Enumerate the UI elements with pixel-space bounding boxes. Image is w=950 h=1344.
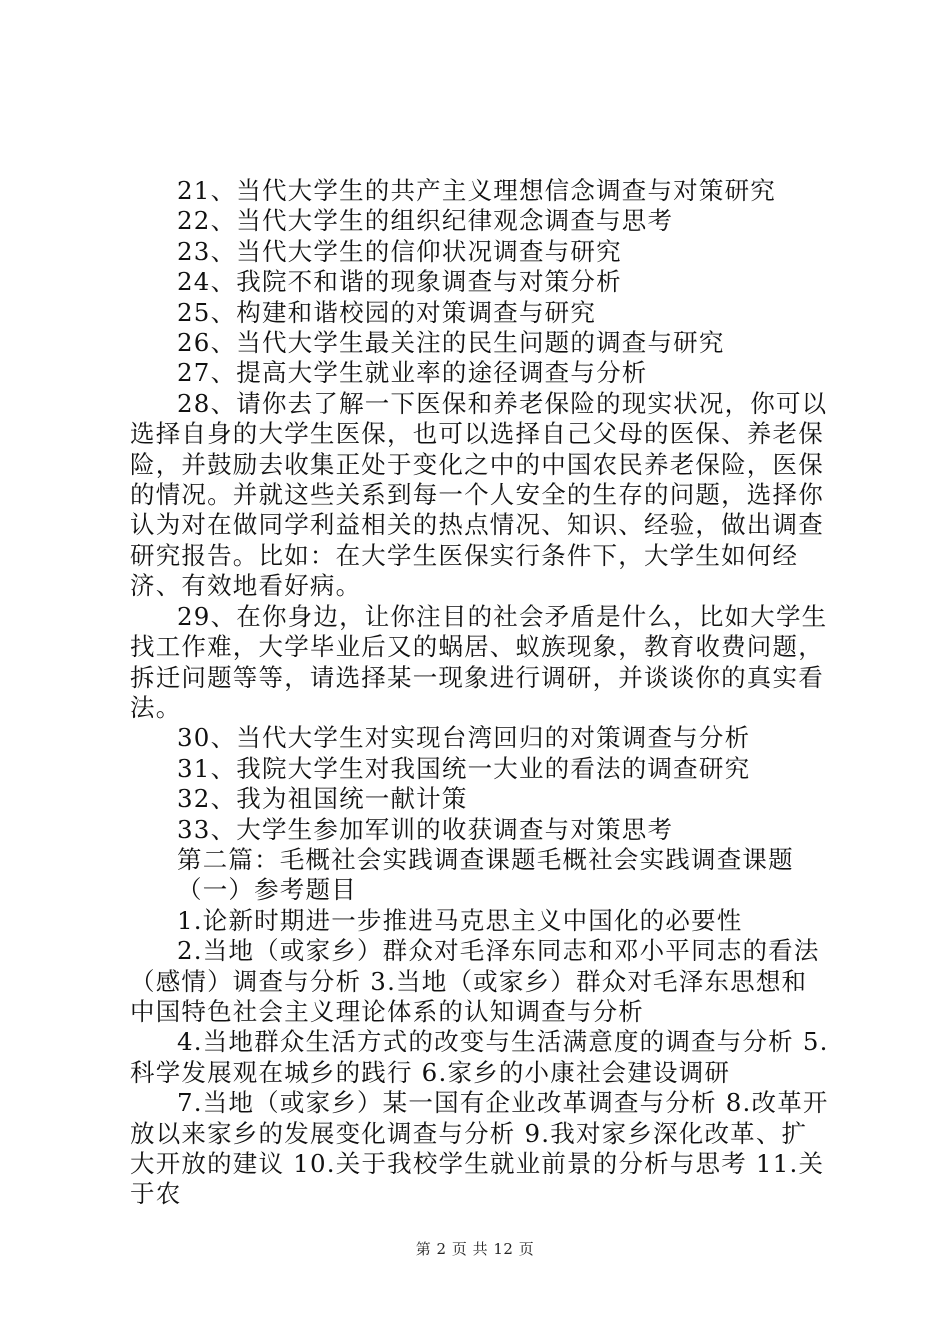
- topic-paragraph-1: 1.论新时期进一步推进马克思主义中国化的必要性: [177, 905, 743, 935]
- list-item-25: 25、构建和谐校园的对策调查与研究: [177, 297, 597, 327]
- list-item-23: 23、当代大学生的信仰状况调查与研究: [177, 236, 622, 266]
- sub-heading: （一）参考题目: [177, 875, 357, 905]
- list-item-26: 26、当代大学生最关注的民生问题的调查与研究: [177, 328, 725, 358]
- list-item-27: 27、提高大学生就业率的途径调查与分析: [177, 358, 648, 388]
- page-body: [130, 176, 830, 1210]
- list-item-21: 21、当代大学生的共产主义理想信念调查与对策研究: [177, 176, 776, 205]
- topic-paragraph-3: 4.当地群众生活方式的改变与生活满意度的调查与分析 5.科学发展观在城乡的践行 6.家乡的小康社会建设调研: [130, 1027, 829, 1087]
- list-item-31: 31、我院大学生对我国统一大业的看法的调查研究: [177, 753, 751, 783]
- list-item-22: 22、当代大学生的组织纪律观念调查与思考: [177, 206, 674, 236]
- topic-paragraph-2: 2.当地（或家乡）群众对毛泽东同志和邓小平同志的看法（感情）调查与分析 3.当地（或家乡）群众对毛泽东思想和中国特色社会主义理论体系的认知调查与分析: [130, 936, 820, 1026]
- list-item-28: 28、请你去了解一下医保和养老保险的现实状况，你可以选择自身的大学生医保，也可以选择自己父母的医保、养老保险，并鼓励去收集正处于变化之中的中国农民养老保险，医保的情况。并就这些关系到每一个人安全的生存的问题，选择你认为对在做同学利益相关的热点情况、知识、经验，做出调查研究报告。比如：在大学生医保实行条件下，大学生如何经济、有效地看好病。: [130, 388, 828, 601]
- list-item-33: 33、大学生参加军训的收获调查与对策思考: [177, 814, 674, 844]
- list-item-32: 32、我为祖国统一献计策: [177, 784, 468, 814]
- topic-paragraph-4: 7.当地（或家乡）某一国有企业改革调查与分析 8.改革开放以来家乡的发展变化调查与分析 9.我对家乡深化改革、扩大开放的建议 10.关于我校学生就业前景的分析与思考 11.关于农: [130, 1088, 829, 1209]
- list-item-24: 24、我院不和谐的现象调查与对策分析: [177, 267, 622, 297]
- list-item-30: 30、当代大学生对实现台湾回归的对策调查与分析: [177, 723, 751, 753]
- section-title: 第二篇：毛概社会实践调查课题毛概社会实践调查课题: [177, 844, 794, 874]
- list-item-29: 29、在你身边，让你注目的社会矛盾是什么，比如大学生找工作难，大学毕业后又的蜗居、蚁族现象，教育收费问题，拆迁问题等等，请选择某一现象进行调研，并谈谈你的真实看法。: [130, 601, 828, 722]
- page-footer: 第 2 页 共 12 页: [415, 1240, 535, 1258]
